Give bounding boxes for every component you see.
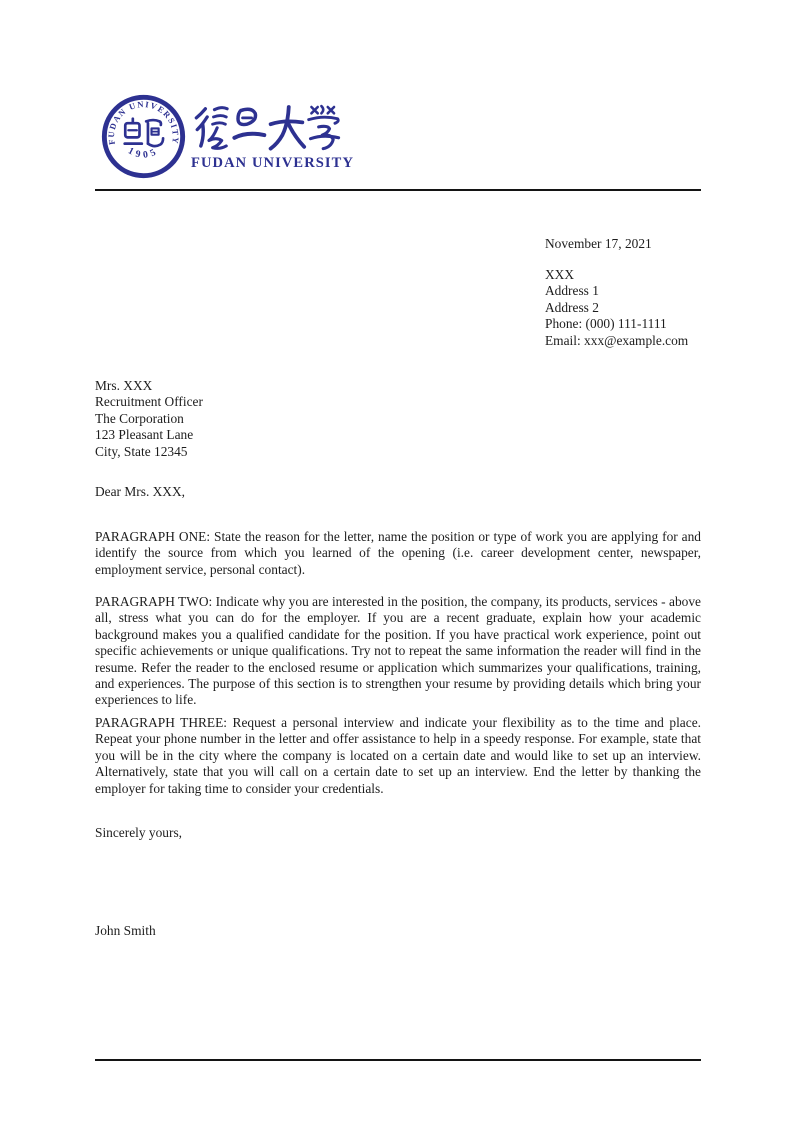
- sender-block: [545, 267, 688, 349]
- recipient-name: Mrs. XXX: [95, 378, 153, 393]
- recipient-block: [95, 378, 203, 460]
- signature-name: John Smith: [95, 923, 156, 938]
- letter-date: November 17, 2021: [545, 236, 652, 251]
- sender-address-2: Address 2: [545, 299, 599, 315]
- salutation: Dear Mrs. XXX,: [95, 484, 185, 499]
- closing-line: Sincerely yours,: [95, 825, 183, 840]
- seal-outer-ring: [104, 97, 182, 175]
- university-name-latin: FUDAN UNIVERSITY: [191, 155, 355, 171]
- sender-address-1: Address 1: [545, 283, 599, 299]
- paragraph-two: PARAGRAPH TWO: Indicate why you are interested in the position, the company, its products, services - above all, stress what you can do for the employer. If you are a recent graduate, explain how your academic background makes you a qualified candidate for the position. If you have practical work experience, point out specific achievements or unique qualifications. Try not to repeat the same information the reader will find in the resume. Refer the reader to the enclosed resume or application which summarizes your qualifications, training, and experiences. The purpose of this section is to strengthen your resume by providing details which bring your experiences to life.: [95, 594, 701, 708]
- recipient-city-state: City, State 12345: [95, 443, 188, 459]
- fudan-chinese-calligraphy: [191, 97, 343, 155]
- footer-divider-rule: [95, 1059, 701, 1061]
- paragraph-three: PARAGRAPH THREE: Request a personal interview and indicate your flexibility as to the time and place. Repeat your phone number in the letter and offer assistance to help in a speedy response. For example, state that you will be in the city where the company is located on a certain date and would like to set up an interview. Alternatively, state that you will call on a certain date to set up an interview. End the letter by thanking the employer for taking time to consider your credentials.: [95, 715, 701, 796]
- paragraph-one: PARAGRAPH ONE: State the reason for the letter, name the position or type of work you are applying for and identify the source from which you learned of the opening (i.e. career development center, newspaper, employment service, personal contact).: [95, 529, 701, 577]
- seal-ring-text: FUDAN UNIVERSITY: [105, 98, 182, 146]
- glyph-fu: [196, 108, 227, 149]
- glyph-da: [271, 107, 305, 149]
- glyph-dan: [234, 109, 264, 138]
- fudan-university-seal-logo: [99, 92, 188, 181]
- recipient-title: Recruitment Officer: [95, 394, 203, 410]
- sender-email: Email: xxx@example.com: [545, 332, 689, 348]
- sender-name: XXX: [545, 267, 575, 282]
- glyph-xue: [309, 106, 339, 149]
- sender-phone: Phone: (000) 111-1111: [545, 316, 667, 332]
- seal-year-text: 1905: [126, 145, 161, 161]
- header-divider-rule: [95, 189, 701, 191]
- recipient-street: 123 Pleasant Lane: [95, 427, 194, 443]
- recipient-company: The Corporation: [95, 410, 184, 426]
